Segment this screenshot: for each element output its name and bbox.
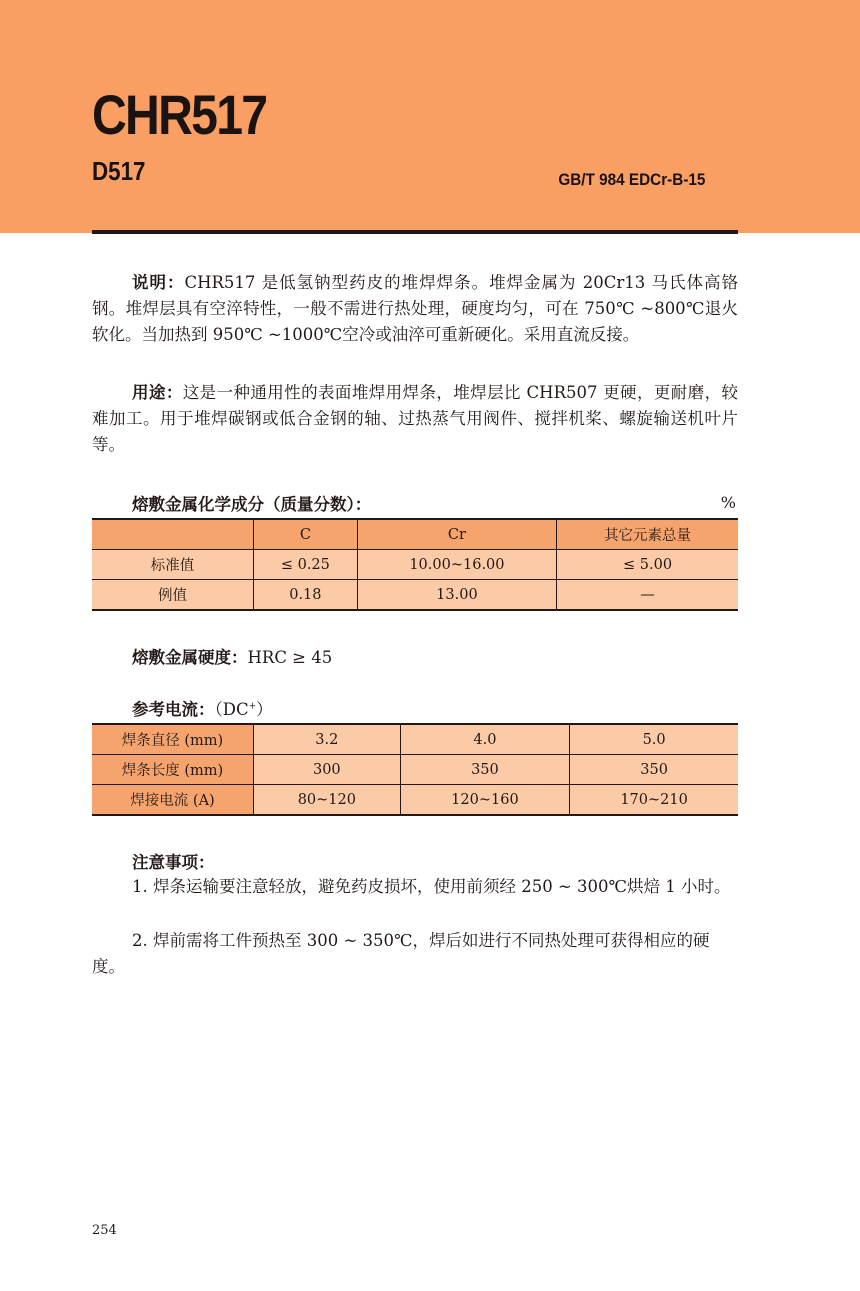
table-header-cell: C — [254, 519, 358, 550]
current-type-suffix: ） — [256, 700, 273, 719]
current-table — [92, 723, 738, 816]
table-cell: 80~120 — [254, 785, 401, 816]
description-label: 说明： — [132, 273, 185, 292]
row-label-cell: 标准值 — [92, 550, 254, 580]
table-row — [92, 580, 738, 611]
hardness-value: HRC ≥ 45 — [247, 648, 333, 667]
chemistry-title: 熔敷金属化学成分（质量分数）： — [132, 495, 372, 514]
table-cell: 13.00 — [357, 580, 556, 611]
current-type-prefix: （DC — [214, 700, 249, 719]
table-cell: 3.2 — [254, 724, 401, 755]
table-cell: 170~210 — [570, 785, 738, 816]
table-cell: ≤ 5.00 — [557, 550, 738, 580]
table-cell: 350 — [570, 755, 738, 785]
hardness-label: 熔敷金属硬度： — [132, 648, 248, 667]
product-subtitle: D517 — [92, 156, 146, 186]
note-item: 2. 焊前需将工件预热至 300 ~ 350℃，焊后如进行不同热处理可获得相应的硬度。 — [92, 931, 710, 976]
table-cell: 300 — [254, 755, 401, 785]
table-row — [92, 755, 738, 785]
product-title: CHR517 — [92, 83, 267, 146]
current-type — [215, 700, 273, 719]
table-cell: 120~160 — [400, 785, 570, 816]
table-cell: ≤ 0.25 — [254, 550, 358, 580]
description-text: CHR517 是低氢钠型药皮的堆焊焊条。堆焊金属为 20Cr13 马氏体高铬钢。堆焊层具有空淬特性，一般不需进行热处理，硬度均匀，可在 750℃ ~800℃退火软化。当加热到 950℃ ~1000℃空冷或油淬可重新硬化。采用直流反接。 — [92, 273, 738, 344]
table-cell: 10.00~16.00 — [357, 550, 556, 580]
row-label-cell: 焊条长度 (mm) — [92, 755, 254, 785]
table-header-row — [92, 519, 738, 550]
standard-code: GB/T 984 EDCr-B-15 — [557, 170, 705, 189]
table-row — [92, 550, 738, 580]
hardness-line — [132, 644, 332, 668]
description-paragraph — [92, 270, 738, 348]
current-type-sup: + — [248, 701, 257, 712]
header-banner — [0, 0, 860, 233]
table-header-cell: Cr — [357, 519, 556, 550]
usage-text: 这是一种通用性的表面堆焊用焊条，堆焊层比 CHR507 更硬，更耐磨，较难加工。用于堆焊碳钢或低合金钢的轴、过热蒸气用阀件、搅拌机桨、螺旋输送机叶片等。 — [92, 383, 739, 454]
usage-paragraph — [92, 380, 738, 458]
chemistry-unit: % — [720, 493, 736, 512]
row-label-cell: 焊条直径 (mm) — [92, 724, 254, 755]
current-title-line — [132, 696, 273, 720]
note-item: 1. 焊条运输要注意轻放，避免药皮损坏，使用前须经 250 ~ 300℃烘焙 1 小时。 — [132, 877, 731, 896]
table-cell — [92, 519, 254, 550]
row-label-cell: 焊接电流 (A) — [92, 785, 254, 816]
table-cell: 4.0 — [400, 724, 570, 755]
table-cell: 5.0 — [570, 724, 738, 755]
usage-label: 用途： — [132, 383, 183, 402]
row-label-cell: 例值 — [92, 580, 254, 611]
table-row — [92, 785, 738, 816]
header-divider — [92, 230, 738, 234]
table-row — [92, 724, 738, 755]
table-cell: 350 — [400, 755, 570, 785]
table-cell: 0.18 — [254, 580, 358, 611]
page-number: 254 — [92, 1223, 117, 1238]
notes-title: 注意事项： — [132, 853, 215, 872]
current-label: 参考电流： — [132, 700, 215, 719]
table-header-cell: 其它元素总量 — [557, 519, 738, 550]
table-cell: — — [557, 580, 738, 611]
chemistry-table — [92, 518, 738, 611]
